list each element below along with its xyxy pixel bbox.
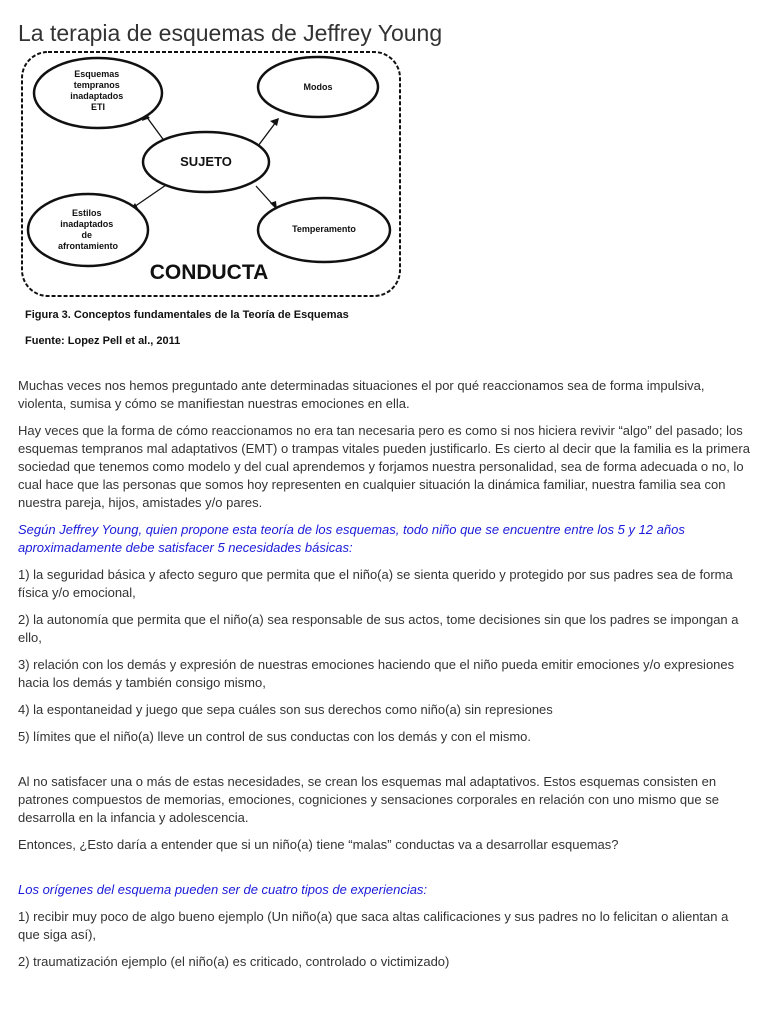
paragraph: Muchas veces nos hemos preguntado ante determinadas situaciones el por qué reaccionamos sea de forma impulsiva, violenta, sumisa y cómo se manifiestan nuestras emociones en ella. — [18, 378, 705, 411]
need-item: 1) la seguridad básica y afecto seguro que permita que el niño(a) se sienta querido y protegido por sus padres sea de forma física y/o emocional, — [18, 567, 733, 600]
estilos-label-1: Estilos — [71, 208, 102, 218]
eti-label-1: Esquemas — [74, 69, 120, 79]
need-item: 2) la autonomía que permita que el niño(a) sea responsable de sus actos, tome decisiones sin que los padres se impongan a ello, — [18, 612, 739, 645]
eti-label-3: inadaptados — [70, 91, 124, 101]
eti-label-4: ETI — [90, 102, 106, 112]
highlight-paragraph: Los orígenes del esquema pueden ser de cuatro tipos de experiencias: — [18, 882, 428, 897]
modos-label: Modos — [303, 82, 333, 92]
connector-modos — [258, 122, 276, 146]
eti-label-2: tempranos — [73, 80, 120, 90]
temperamento-label: Temperamento — [292, 224, 356, 234]
schema-diagram — [18, 50, 408, 300]
need-item: 5) límites que el niño(a) lleve un control de sus conductas con los demás y con el mismo. — [18, 729, 532, 744]
estilos-label-3: de — [81, 230, 92, 240]
figure-source: Fuente: Lopez Pell et al., 2011 — [25, 335, 181, 347]
need-item: 4) la espontaneidad y juego que sepa cuáles son sus derechos como niño(a) sin represiones — [18, 702, 553, 717]
spacer — [18, 755, 753, 773]
origin-item: 1) recibir muy poco de algo bueno ejemplo (Un niño(a) que saca altas calificaciones y sus padres no lo felicitan o alientan a que siga así), — [18, 909, 729, 942]
figure-caption: Figura 3. Conceptos fundamentales de la Teoría de Esquemas — [25, 309, 349, 321]
paragraph: Hay veces que la forma de cómo reaccionamos no era tan necesaria pero es como si nos hiciera revivir “algo” del pasado; los esquemas tempranos mal adaptativos (EMT) o trampas vitales pueden justificarlo. Es cierto al decir que la familia es la primera sociedad que tenemos como modelo y del cual aprendemos y forjamos nuestra personalidad, sea de forma adecuada o no, lo cual hace que las personas que somos hoy representen en cualquier situación la dinámica familiar, nuestra familia sea con nuestra pareja, hijos, amistades y/o pares. — [18, 423, 750, 510]
connector-estilos — [134, 185, 166, 207]
conducta-label: CONDUCTA — [149, 261, 269, 284]
origin-item: 2) traumatización ejemplo (el niño(a) es criticado, controlado o victimizado) — [18, 954, 450, 969]
estilos-label-2: inadaptados — [60, 219, 114, 229]
paragraph: Al no satisfacer una o más de estas necesidades, se crean los esquemas mal adaptativos. Estos esquemas consisten en patrones compuestos de memorias, emociones, cogniciones y sensaciones corporales en relación con uno mismo que se desarrolla en la infancia y adolescencia. — [18, 774, 719, 825]
spacer — [18, 863, 753, 881]
paragraph: Entonces, ¿Esto daría a entender que si un niño(a) tiene “malas” conductas va a desarrollar esquemas? — [18, 837, 619, 852]
highlight-paragraph: Según Jeffrey Young, quien propone esta teoría de los esquemas, todo niño que se encuentre entre los 5 y 12 años aproximadamente debe satisfacer 5 necesidades básicas: — [18, 522, 685, 555]
article-body — [18, 377, 753, 980]
page-title: La terapia de esquemas de Jeffrey Young — [18, 20, 443, 46]
estilos-label-4: afrontamiento — [57, 241, 119, 251]
sujeto-label: SUJETO — [180, 154, 232, 169]
need-item: 3) relación con los demás y expresión de nuestras emociones haciendo que el niño pueda emitir emociones y/o expresiones hacia los demás y también consigo mismo, — [18, 657, 735, 690]
